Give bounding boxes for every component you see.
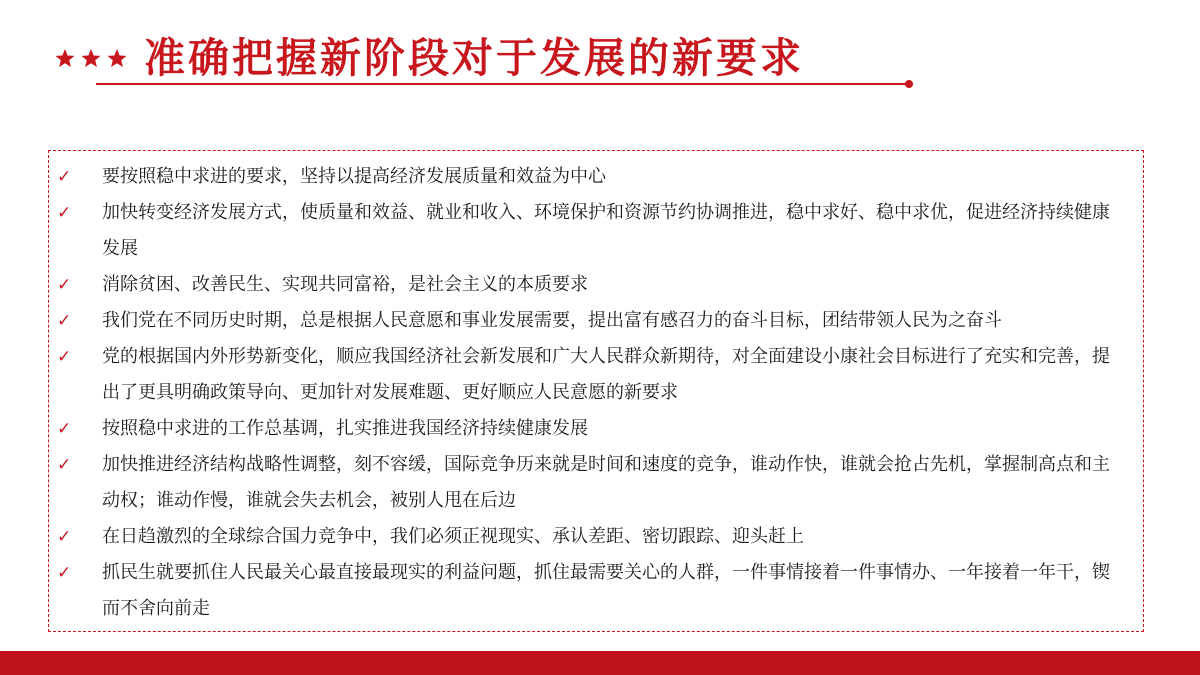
list-item-text: 消除贫困、改善民生、实现共同富裕，是社会主义的本质要求 [102, 274, 588, 295]
list-item-text: 按照稳中求进的工作总基调，扎实推进我国经济持续健康发展 [102, 418, 588, 439]
list-item [57, 195, 1123, 267]
check-icon: ✓ [57, 419, 72, 439]
list-item [57, 339, 1123, 411]
list-item-text: 我们党在不同历史时期，总是根据人民意愿和事业发展需要，提出富有感召力的奋斗目标，团结带领人民为之奋斗 [102, 310, 1002, 331]
check-icon: ✓ [57, 527, 72, 547]
list-item [57, 159, 1123, 195]
check-icon: ✓ [57, 347, 72, 367]
list-item-text: 要按照稳中求进的要求，坚持以提高经济发展质量和效益为中心 [102, 166, 606, 187]
footer-band [0, 651, 1200, 675]
list-item [57, 519, 1123, 555]
list-item-text: 加快推进经济结构战略性调整，刻不容缓，国际竞争历来就是时间和速度的竞争，谁动作快，谁就会抢占先机，掌握制高点和主动权；谁动作慢，谁就会失去机会，被别人甩在后边 [102, 454, 1110, 511]
check-icon: ✓ [57, 203, 72, 223]
three-stars-icon [52, 44, 130, 74]
star-icon [82, 49, 101, 67]
page-title: 准确把握新阶段对于发展的新要求 [144, 34, 804, 82]
list-item [57, 447, 1123, 519]
requirements-list [57, 159, 1123, 627]
check-icon: ✓ [57, 455, 72, 475]
list-item [57, 303, 1123, 339]
list-item [57, 411, 1123, 447]
list-item-text: 在日趋激烈的全球综合国力竞争中，我们必须正视现实、承认差距、密切跟踪、迎头赶上 [102, 526, 804, 547]
check-icon: ✓ [57, 275, 72, 295]
list-item-text: 党的根据国内外形势新变化，顺应我国经济社会新发展和广大人民群众新期待，对全面建设小康社会目标进行了充实和完善，提出了更具明确政策导向、更加针对发展难题、更好顺应人民意愿的新要求 [102, 346, 1110, 403]
check-icon: ✓ [57, 311, 72, 331]
title-underline-dot [905, 80, 913, 88]
list-item-text: 抓民生就要抓住人民最关心最直接最现实的利益问题，抓住最需要关心的人群，一件事情接着一件事情办、一年接着一年干，锲而不舍向前走 [102, 562, 1110, 619]
star-icon [108, 49, 127, 67]
content-box [48, 150, 1144, 632]
check-icon: ✓ [57, 167, 72, 187]
title-underline [96, 83, 906, 85]
star-icon [56, 49, 75, 67]
list-item-text: 加快转变经济发展方式，使质量和效益、就业和收入、环境保护和资源节约协调推进，稳中求好、稳中求优，促进经济持续健康发展 [102, 202, 1110, 259]
list-item [57, 267, 1123, 303]
list-item [57, 555, 1123, 627]
check-icon: ✓ [57, 563, 72, 583]
